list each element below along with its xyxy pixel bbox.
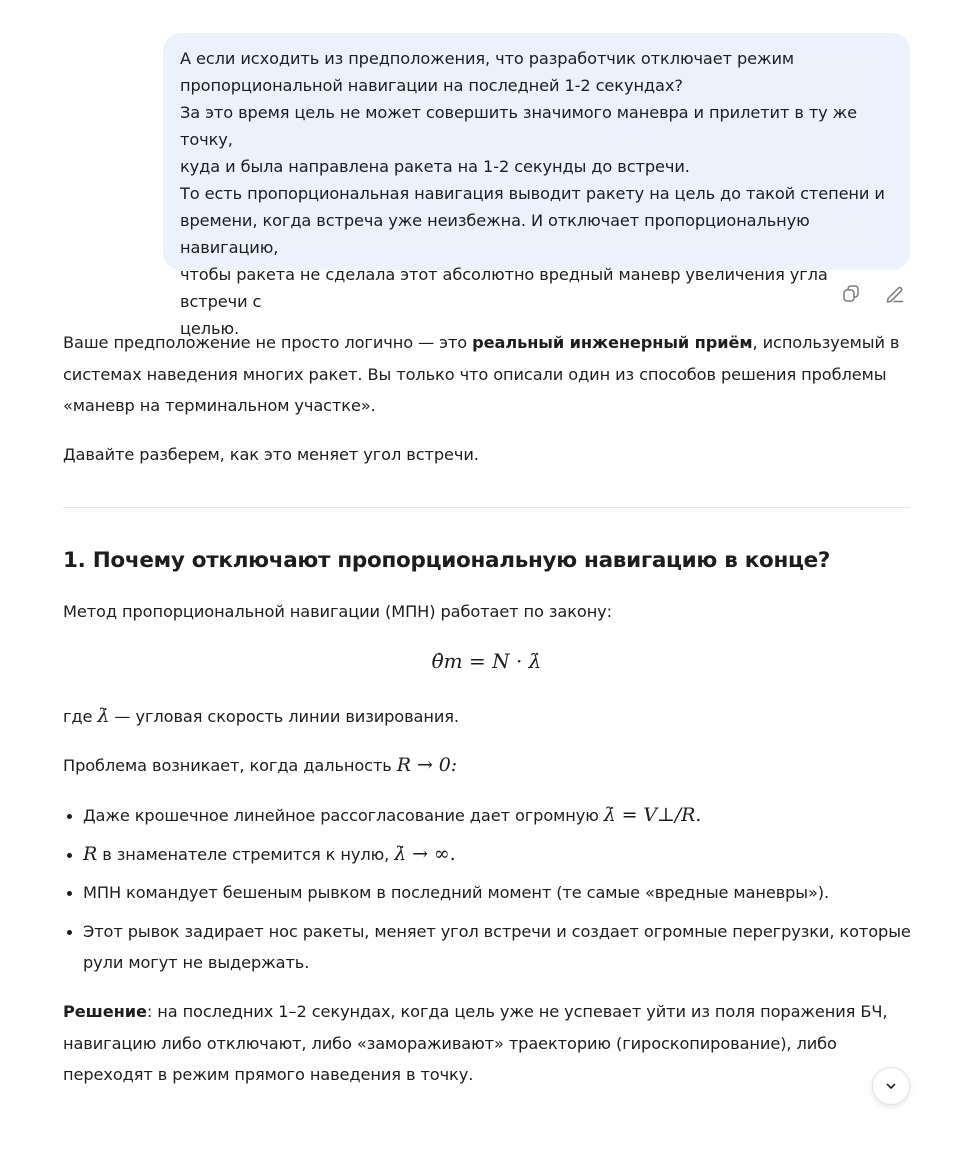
scroll-to-bottom-button[interactable] [872, 1067, 910, 1105]
solution-text: : на последних 1–2 секундах, когда цель уже не успевает уйти из поля поражения БЧ, [146, 1002, 888, 1021]
list-item [63, 839, 913, 871]
list-item [63, 916, 913, 979]
copy-icon[interactable] [840, 283, 862, 305]
user-message-line: А если исходить из предположения, что разработчик отключает режим [180, 49, 795, 68]
user-message-line: куда и была направлена ракета на 1-2 секунды до встречи. [180, 157, 690, 176]
assistant-lead [63, 439, 913, 471]
list-item [63, 800, 913, 832]
problem-math: R → 0: [396, 754, 457, 776]
user-message-line: целью. [180, 319, 240, 338]
user-message-line: То есть пропорциональная навигация выводит ракету на цель до такой степени и [180, 184, 885, 203]
pn-formula: θ̇m = N · λ̇ [431, 649, 542, 673]
problem-bullet-list [63, 800, 913, 979]
intro-line-1 [63, 327, 913, 359]
intro-text: Ваше предположение не просто логично — это [63, 333, 473, 352]
solution-text: переходят в режим прямого наведения в точку. [63, 1065, 474, 1084]
problem-line [63, 750, 913, 782]
law-text: Метод пропорциональной навигации (МПН) работает по закону: [63, 602, 613, 621]
where-pre: где [63, 707, 98, 726]
intro-text: , используемый в [752, 333, 900, 352]
intro-bold-phrase: реальный инженерный приём [472, 333, 753, 352]
user-message-bubble [163, 33, 910, 338]
bullet-math: λ̇ = V⊥/R. [603, 804, 702, 826]
bullet-text: рули могут не выдержать. [83, 953, 310, 972]
list-item [63, 877, 913, 909]
user-message-line: чтобы ракета не сделала этот абсолютно вредный маневр увеличения угла встречи с [180, 265, 828, 311]
intro-line-2: системах наведения многих ракет. Вы только что описали один из способов решения проблемы [63, 364, 887, 384]
chevron-down-icon [884, 1079, 898, 1093]
user-message-line: За это время цель не может совершить значимого маневра и прилетит в ту же точку, [180, 103, 858, 149]
bullet-text: МПН командует бешеным рывком в последний момент (те самые «вредные маневры»). [83, 883, 830, 902]
lead-text: Давайте разберем, как это меняет угол встречи. [63, 445, 479, 464]
lambda-dot-symbol: λ̇ [97, 705, 110, 727]
section-heading: 1. Почему отключают пропорциональную навигацию в конце? [63, 548, 831, 573]
law-intro [63, 596, 913, 628]
bottom-fade [0, 1110, 958, 1163]
where-post: — угловая скорость линии визирования. [109, 707, 459, 726]
bullet-math: R [83, 842, 98, 865]
bullet-text: Этот рывок задирает нос ракеты, меняет угол встречи и создает огромные перегрузки, которые [83, 921, 911, 941]
assistant-intro [63, 327, 913, 422]
edit-pencil-icon[interactable] [884, 283, 906, 305]
user-message-actions [840, 283, 910, 305]
problem-pre: Проблема возникает, когда дальность [63, 756, 397, 775]
solution-text: навигацию либо отключают, либо «замораживают» траекторию (гироскопирование), либо [63, 1033, 837, 1053]
user-message-line: пропорциональной навигации на последней 1-2 секундах? [180, 76, 683, 95]
solution-label: Решение [63, 1002, 147, 1021]
bullet-text: Даже крошечное линейное рассогласование дает огромную [83, 806, 604, 825]
solution-paragraph [63, 996, 913, 1091]
bullet-text: в знаменателе стремится к нулю, [97, 844, 395, 864]
bullet-math: λ̇ → ∞. [394, 842, 456, 865]
intro-line-3: «маневр на терминальном участке». [63, 396, 376, 415]
user-message-line: времени, когда встреча уже неизбежна. И отключает пропорциональную навигацию, [180, 211, 810, 257]
where-line [63, 701, 913, 733]
section-divider [63, 507, 910, 508]
